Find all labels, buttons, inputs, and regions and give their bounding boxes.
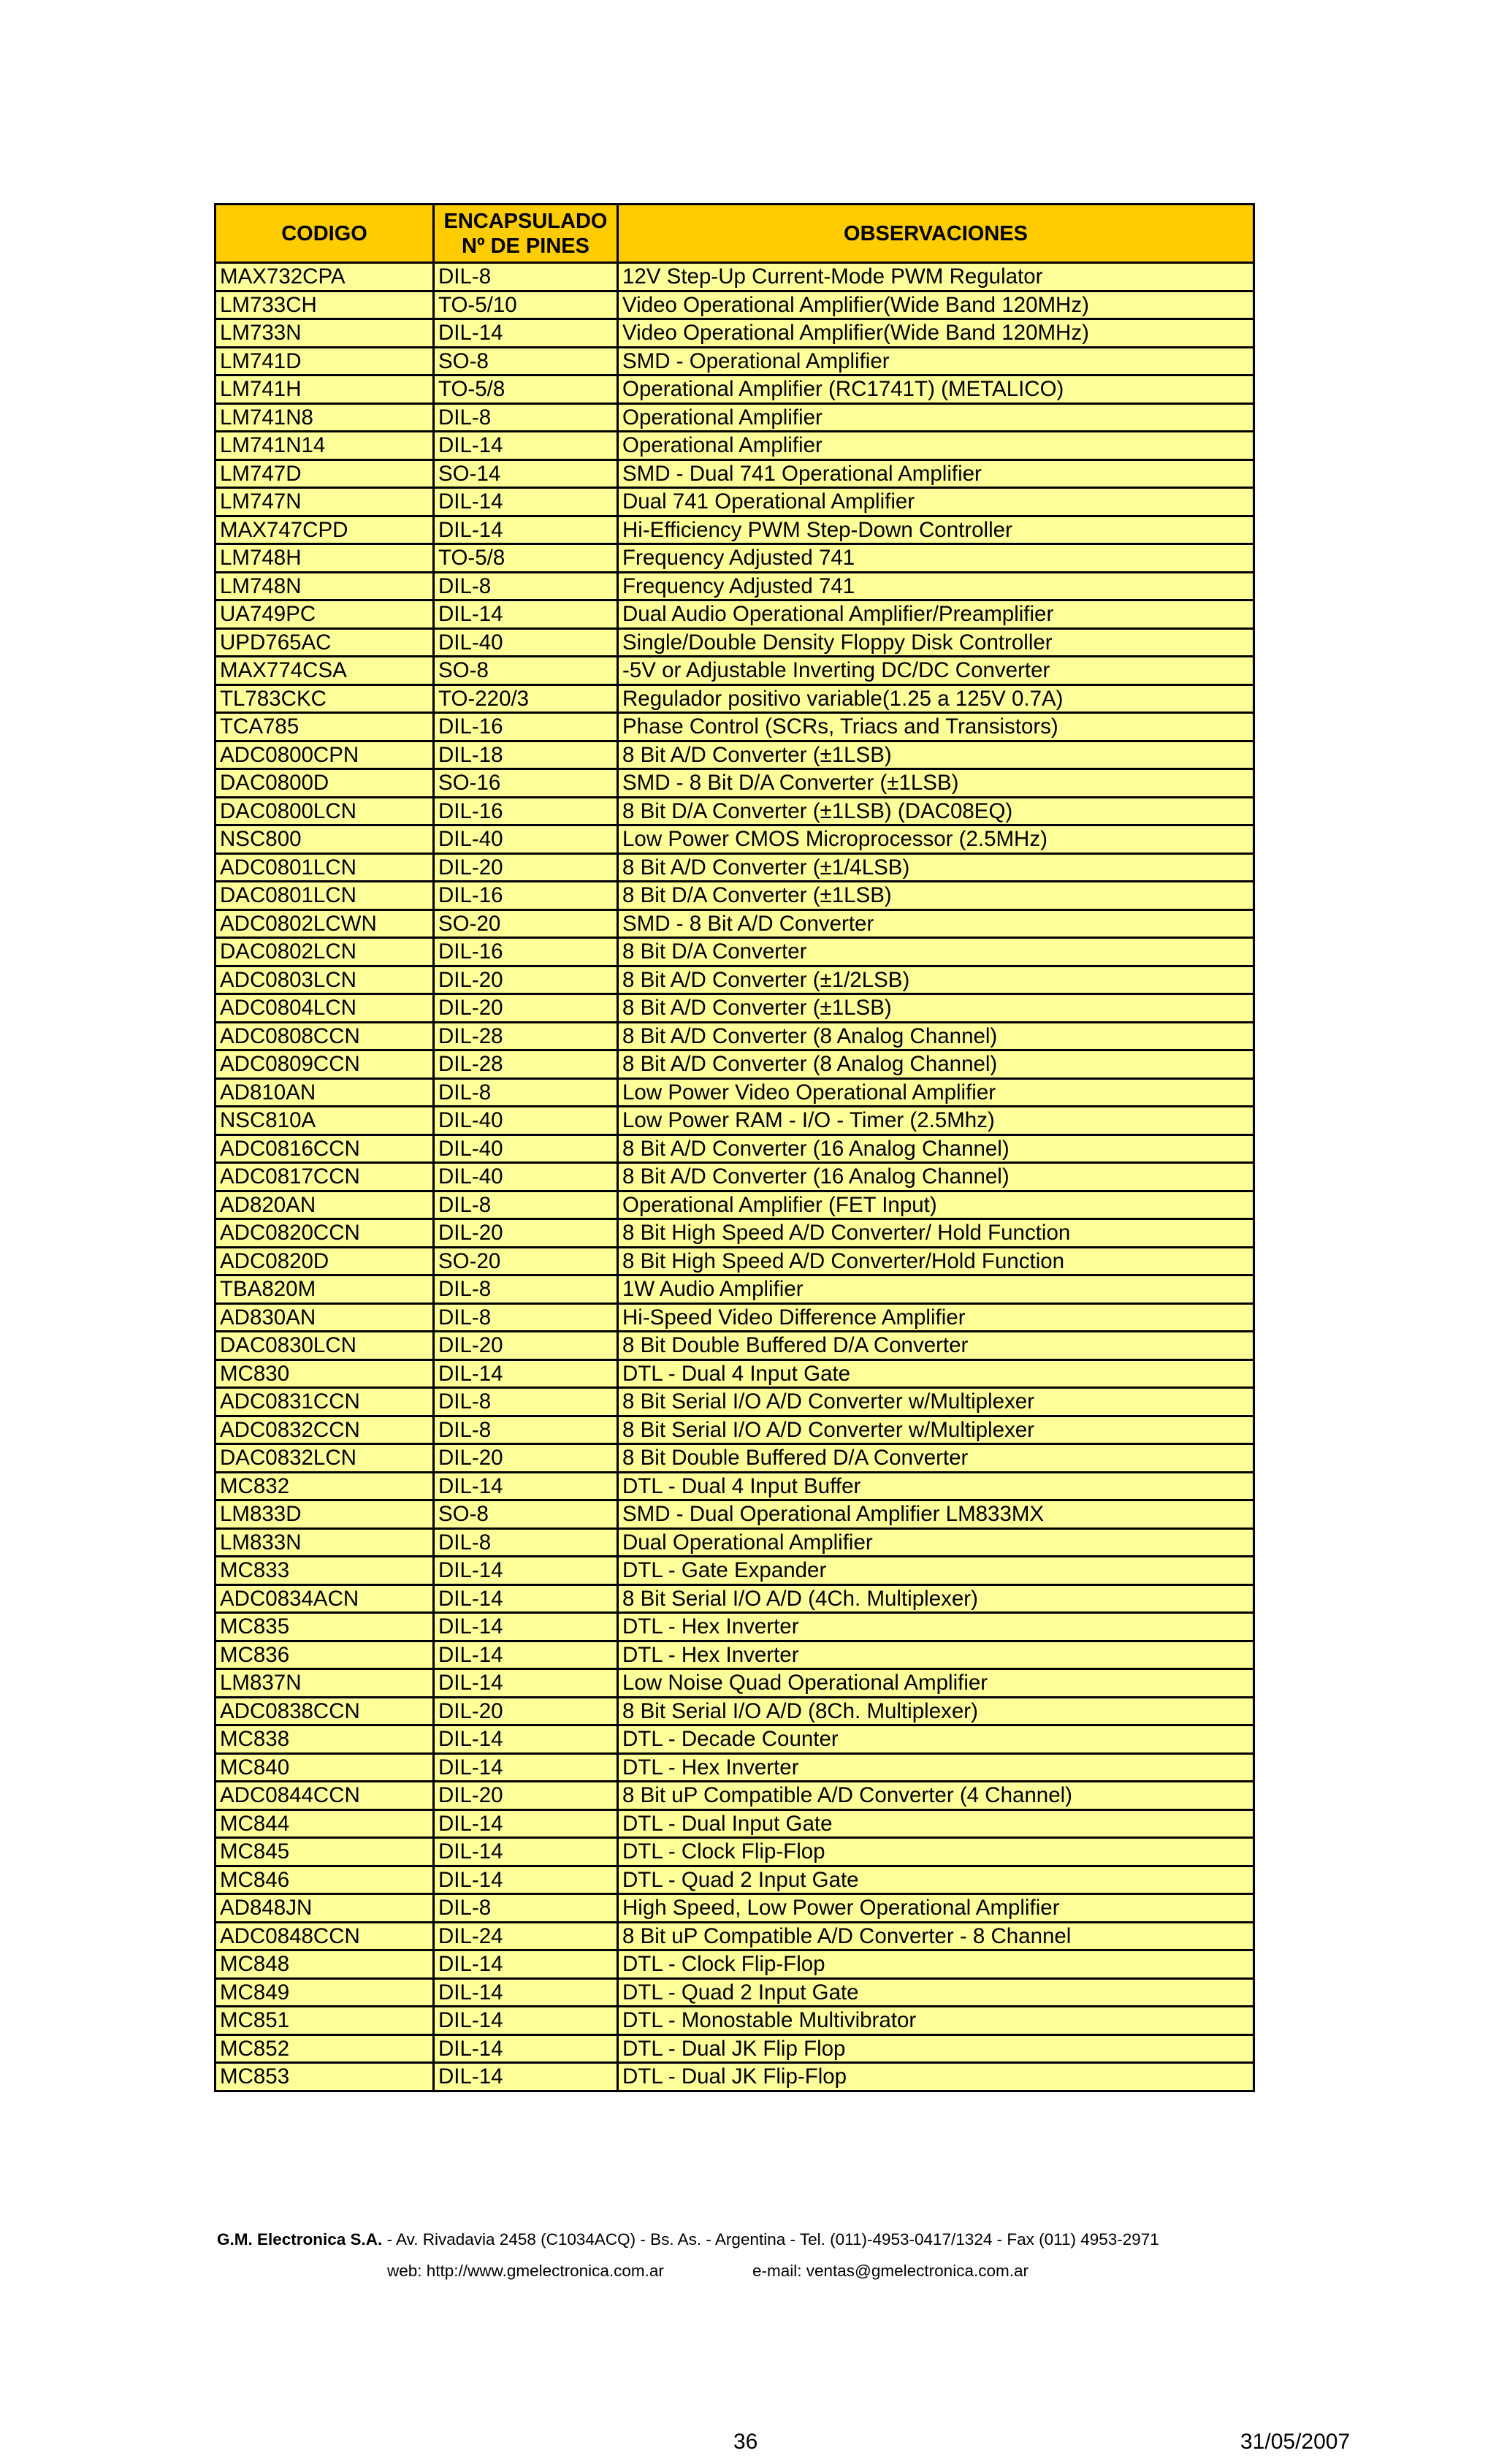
cell-code: LM748N [215, 572, 434, 600]
cell-package: DIL-14 [434, 1472, 618, 1500]
cell-package: DIL-40 [434, 1134, 618, 1163]
table-row [215, 741, 1254, 769]
cell-code: ADC0803LCN [215, 966, 434, 994]
cell-notes: 8 Bit Double Buffered D/A Converter [618, 1444, 1254, 1473]
cell-notes: Frequency Adjusted 741 [618, 544, 1254, 573]
cell-code: LM741N8 [215, 403, 434, 432]
footer-company-line [217, 2230, 1159, 2249]
cell-package: DIL-40 [434, 1107, 618, 1135]
cell-package: DIL-8 [434, 263, 618, 291]
table-row [215, 1557, 1254, 1585]
cell-code: AD810AN [215, 1078, 434, 1107]
cell-package: DIL-8 [434, 1303, 618, 1332]
cell-notes: Single/Double Density Floppy Disk Controller [618, 628, 1254, 657]
cell-code: LM747D [215, 459, 434, 488]
cell-notes: DTL - Dual 4 Input Gate [618, 1359, 1254, 1388]
cell-code: ADC0816CCN [215, 1134, 434, 1163]
cell-code: DAC0800LCN [215, 797, 434, 825]
cell-package: SO-8 [434, 657, 618, 685]
table-row [215, 1388, 1254, 1416]
cell-notes: Video Operational Amplifier(Wide Band 120MHz) [618, 319, 1254, 348]
cell-notes: Low Power Video Operational Amplifier [618, 1078, 1254, 1107]
cell-notes: DTL - Dual JK Flip-Flop [618, 2063, 1254, 2091]
cell-package: DIL-14 [434, 2063, 618, 2091]
cell-notes: DTL - Hex Inverter [618, 1641, 1254, 1669]
page-number: 36 [733, 2430, 758, 2454]
cell-code: MC846 [215, 1866, 434, 1894]
table-row [215, 1866, 1254, 1894]
cell-package: TO-220/3 [434, 684, 618, 713]
cell-notes: Operational Amplifier (RC1741T) (METALICO) [618, 375, 1254, 404]
cell-package: SO-14 [434, 459, 618, 488]
cell-package: DIL-14 [434, 516, 618, 544]
table-row [215, 432, 1254, 460]
cell-code: DAC0802LCN [215, 938, 434, 966]
table-row [215, 600, 1254, 629]
cell-package: DIL-14 [434, 2034, 618, 2063]
table-row [215, 1078, 1254, 1107]
cell-package: DIL-14 [434, 2007, 618, 2035]
table-row [215, 1641, 1254, 1669]
table-row [215, 1247, 1254, 1275]
header-code: CODIGO [215, 205, 434, 263]
cell-code: TBA820M [215, 1275, 434, 1304]
cell-package: DIL-20 [434, 1332, 618, 1360]
cell-package: DIL-14 [434, 1809, 618, 1838]
cell-package: TO-5/10 [434, 291, 618, 319]
cell-notes: 8 Bit A/D Converter (±1/2LSB) [618, 966, 1254, 994]
table-row [215, 291, 1254, 319]
table-row [215, 403, 1254, 432]
table-row [215, 1134, 1254, 1163]
cell-notes: SMD - Dual Operational Amplifier LM833MX [618, 1500, 1254, 1529]
table-row [215, 1275, 1254, 1304]
cell-notes: DTL - Dual JK Flip Flop [618, 2034, 1254, 2063]
cell-code: AD830AN [215, 1303, 434, 1332]
cell-code: ADC0817CCN [215, 1163, 434, 1191]
cell-code: LM833N [215, 1528, 434, 1557]
table-row [215, 1584, 1254, 1613]
table-row [215, 544, 1254, 573]
cell-notes: 8 Bit D/A Converter [618, 938, 1254, 966]
table-row [215, 1725, 1254, 1754]
cell-code: MC836 [215, 1641, 434, 1669]
table-row [215, 1669, 1254, 1698]
table-row [215, 347, 1254, 375]
cell-code: ADC0808CCN [215, 1022, 434, 1050]
cell-package: DIL-24 [434, 1922, 618, 1950]
table-body [215, 263, 1254, 2091]
cell-notes: DTL - Hex Inverter [618, 1753, 1254, 1782]
cell-notes: SMD - Dual 741 Operational Amplifier [618, 459, 1254, 488]
cell-notes: 8 Bit A/D Converter (16 Analog Channel) [618, 1163, 1254, 1191]
table-row [215, 1950, 1254, 1979]
table-row [215, 769, 1254, 798]
cell-notes: DTL - Gate Expander [618, 1557, 1254, 1585]
cell-package: DIL-20 [434, 1697, 618, 1725]
cell-package: DIL-8 [434, 1191, 618, 1219]
cell-package: DIL-20 [434, 853, 618, 882]
footer-email: e-mail: ventas@gmelectronica.com.ar [752, 2262, 1028, 2280]
cell-code: DAC0800D [215, 769, 434, 798]
cell-package: DIL-14 [434, 319, 618, 348]
cell-code: ADC0834ACN [215, 1584, 434, 1613]
cell-notes: Operational Amplifier (FET Input) [618, 1191, 1254, 1219]
cell-code: ADC0832CCN [215, 1416, 434, 1444]
table-row [215, 1528, 1254, 1557]
table-row [215, 2063, 1254, 2091]
cell-package: DIL-14 [434, 1725, 618, 1754]
footer-web: web: http://www.gmelectronica.com.ar [387, 2262, 664, 2280]
cell-package: DIL-16 [434, 713, 618, 741]
cell-notes: SMD - 8 Bit D/A Converter (±1LSB) [618, 769, 1254, 798]
table-row [215, 1416, 1254, 1444]
cell-code: LM741D [215, 347, 434, 375]
cell-code: MC838 [215, 1725, 434, 1754]
cell-notes: Dual 741 Operational Amplifier [618, 488, 1254, 516]
cell-notes: Low Noise Quad Operational Amplifier [618, 1669, 1254, 1698]
cell-notes: Video Operational Amplifier(Wide Band 120MHz) [618, 291, 1254, 319]
cell-code: MAX732CPA [215, 263, 434, 291]
table-row [215, 1922, 1254, 1950]
header-package [434, 205, 618, 263]
table-row [215, 516, 1254, 544]
cell-notes: 8 Bit A/D Converter (±1/4LSB) [618, 853, 1254, 882]
cell-code: LM837N [215, 1669, 434, 1698]
table-row [215, 909, 1254, 938]
cell-code: MC833 [215, 1557, 434, 1585]
cell-notes: 8 Bit Serial I/O A/D Converter w/Multiplexer [618, 1416, 1254, 1444]
cell-code: LM733CH [215, 291, 434, 319]
table-row [215, 1107, 1254, 1135]
cell-code: MAX774CSA [215, 657, 434, 685]
cell-notes: Regulador positivo variable(1.25 a 125V 0.7A) [618, 684, 1254, 713]
cell-package: DIL-40 [434, 1163, 618, 1191]
cell-notes: DTL - Dual 4 Input Buffer [618, 1472, 1254, 1500]
table-row [215, 882, 1254, 910]
cell-notes: DTL - Clock Flip-Flop [618, 1950, 1254, 1979]
table-row [215, 1697, 1254, 1725]
cell-notes: 12V Step-Up Current-Mode PWM Regulator [618, 263, 1254, 291]
cell-notes: Operational Amplifier [618, 403, 1254, 432]
cell-code: ADC0820D [215, 1247, 434, 1275]
table-row [215, 1613, 1254, 1641]
cell-code: ADC0838CCN [215, 1697, 434, 1725]
cell-notes: 8 Bit Serial I/O A/D (8Ch. Multiplexer) [618, 1697, 1254, 1725]
table-row [215, 994, 1254, 1023]
cell-package: DIL-14 [434, 1584, 618, 1613]
header-package-line2: Nº DE PINES [462, 234, 589, 258]
cell-package: DIL-16 [434, 882, 618, 910]
parts-table [214, 203, 1255, 2092]
cell-package: DIL-14 [434, 1641, 618, 1669]
table-row [215, 1191, 1254, 1219]
cell-notes: 8 Bit A/D Converter (16 Analog Channel) [618, 1134, 1254, 1163]
table-row [215, 938, 1254, 966]
cell-code: MC840 [215, 1753, 434, 1782]
cell-code: MC844 [215, 1809, 434, 1838]
cell-notes: Hi-Speed Video Difference Amplifier [618, 1303, 1254, 1332]
cell-code: ADC0802LCWN [215, 909, 434, 938]
cell-code: MAX747CPD [215, 516, 434, 544]
cell-package: SO-16 [434, 769, 618, 798]
table-row [215, 657, 1254, 685]
cell-package: DIL-28 [434, 1050, 618, 1079]
cell-code: ADC0800CPN [215, 741, 434, 769]
table-row [215, 1219, 1254, 1248]
cell-code: UA749PC [215, 600, 434, 629]
cell-package: DIL-8 [434, 403, 618, 432]
table-row [215, 1163, 1254, 1191]
cell-code: MC853 [215, 2063, 434, 2091]
table-row [215, 2034, 1254, 2063]
cell-package: DIL-20 [434, 1219, 618, 1248]
cell-notes: Operational Amplifier [618, 432, 1254, 460]
header-package-line1: ENCAPSULADO [443, 209, 608, 233]
cell-notes: DTL - Quad 2 Input Gate [618, 1978, 1254, 2007]
cell-notes: Low Power RAM - I/O - Timer (2.5Mhz) [618, 1107, 1254, 1135]
cell-notes: 8 Bit High Speed A/D Converter/Hold Function [618, 1247, 1254, 1275]
cell-code: NSC810A [215, 1107, 434, 1135]
cell-notes: Frequency Adjusted 741 [618, 572, 1254, 600]
cell-package: DIL-14 [434, 488, 618, 516]
cell-package: SO-8 [434, 1500, 618, 1529]
cell-code: ADC0801LCN [215, 853, 434, 882]
cell-code: ADC0844CCN [215, 1782, 434, 1810]
table-row [215, 1303, 1254, 1332]
cell-package: DIL-8 [434, 572, 618, 600]
cell-notes: 8 Bit A/D Converter (8 Analog Channel) [618, 1022, 1254, 1050]
cell-notes: DTL - Dual Input Gate [618, 1809, 1254, 1838]
cell-package: SO-8 [434, 347, 618, 375]
table-row [215, 319, 1254, 348]
page-date: 31/05/2007 [1240, 2430, 1351, 2454]
cell-package: DIL-14 [434, 600, 618, 629]
cell-package: DIL-8 [434, 1416, 618, 1444]
cell-notes: 8 Bit D/A Converter (±1LSB) (DAC08EQ) [618, 797, 1254, 825]
cell-notes: SMD - Operational Amplifier [618, 347, 1254, 375]
table-row [215, 1809, 1254, 1838]
cell-notes: DTL - Clock Flip-Flop [618, 1838, 1254, 1866]
header-notes: OBSERVACIONES [618, 205, 1254, 263]
cell-code: LM833D [215, 1500, 434, 1529]
cell-code: LM747N [215, 488, 434, 516]
table-row [215, 1894, 1254, 1923]
cell-code: MC851 [215, 2007, 434, 2035]
table-row [215, 2007, 1254, 2035]
cell-notes: -5V or Adjustable Inverting DC/DC Converter [618, 657, 1254, 685]
cell-notes: 8 Bit A/D Converter (±1LSB) [618, 994, 1254, 1023]
cell-code: AD820AN [215, 1191, 434, 1219]
cell-package: TO-5/8 [434, 544, 618, 573]
table-row [215, 1838, 1254, 1866]
cell-package: DIL-20 [434, 1444, 618, 1473]
table-row [215, 1022, 1254, 1050]
cell-package: DIL-20 [434, 994, 618, 1023]
cell-package: DIL-14 [434, 432, 618, 460]
cell-code: ADC0809CCN [215, 1050, 434, 1079]
cell-package: DIL-14 [434, 1753, 618, 1782]
cell-notes: DTL - Monostable Multivibrator [618, 2007, 1254, 2035]
cell-package: DIL-28 [434, 1022, 618, 1050]
cell-notes: Phase Control (SCRs, Triacs and Transistors) [618, 713, 1254, 741]
cell-package: DIL-14 [434, 1866, 618, 1894]
table-row [215, 853, 1254, 882]
cell-package: DIL-20 [434, 966, 618, 994]
footer-address: - Av. Rivadavia 2458 (C1034ACQ) - Bs. As. - Argentina - Tel. (011)-4953-0417/1324 - Fax (011) 4953-2971 [382, 2230, 1159, 2249]
cell-code: DAC0801LCN [215, 882, 434, 910]
cell-notes: DTL - Quad 2 Input Gate [618, 1866, 1254, 1894]
cell-package: DIL-14 [434, 1557, 618, 1585]
cell-notes: 8 Bit Serial I/O A/D (4Ch. Multiplexer) [618, 1584, 1254, 1613]
cell-code: MC832 [215, 1472, 434, 1500]
cell-notes: 8 Bit Double Buffered D/A Converter [618, 1332, 1254, 1360]
cell-code: LM741N14 [215, 432, 434, 460]
cell-notes: 8 Bit A/D Converter (±1LSB) [618, 741, 1254, 769]
table-row [215, 1332, 1254, 1360]
cell-code: MC849 [215, 1978, 434, 2007]
table-row [215, 1472, 1254, 1500]
table-row [215, 684, 1254, 713]
cell-package: DIL-14 [434, 1669, 618, 1698]
cell-package: DIL-40 [434, 825, 618, 854]
cell-package: TO-5/8 [434, 375, 618, 404]
table-row [215, 713, 1254, 741]
table-row [215, 1050, 1254, 1079]
cell-notes: 8 Bit High Speed A/D Converter/ Hold Function [618, 1219, 1254, 1248]
cell-code: ADC0804LCN [215, 994, 434, 1023]
cell-package: DIL-14 [434, 1613, 618, 1641]
cell-code: LM741H [215, 375, 434, 404]
cell-code: UPD765AC [215, 628, 434, 657]
cell-package: DIL-14 [434, 1950, 618, 1979]
table-row [215, 263, 1254, 291]
cell-code: ADC0848CCN [215, 1922, 434, 1950]
cell-code: ADC0831CCN [215, 1388, 434, 1416]
cell-code: MC848 [215, 1950, 434, 1979]
table-row [215, 1444, 1254, 1473]
cell-notes: DTL - Hex Inverter [618, 1613, 1254, 1641]
cell-notes: Low Power CMOS Microprocessor (2.5MHz) [618, 825, 1254, 854]
cell-code: DAC0830LCN [215, 1332, 434, 1360]
cell-notes: Dual Audio Operational Amplifier/Preamplifier [618, 600, 1254, 629]
table-row [215, 797, 1254, 825]
cell-package: DIL-8 [434, 1388, 618, 1416]
cell-package: SO-20 [434, 909, 618, 938]
table-row [215, 459, 1254, 488]
cell-code: LM748H [215, 544, 434, 573]
table-row [215, 488, 1254, 516]
table-row [215, 1782, 1254, 1810]
cell-code: ADC0820CCN [215, 1219, 434, 1248]
cell-code: DAC0832LCN [215, 1444, 434, 1473]
cell-package: DIL-16 [434, 797, 618, 825]
cell-package: DIL-14 [434, 1359, 618, 1388]
cell-package: DIL-8 [434, 1078, 618, 1107]
cell-package: DIL-8 [434, 1275, 618, 1304]
table-row [215, 1753, 1254, 1782]
table-row [215, 825, 1254, 854]
cell-code: MC835 [215, 1613, 434, 1641]
cell-code: NSC800 [215, 825, 434, 854]
cell-notes: Hi-Efficiency PWM Step-Down Controller [618, 516, 1254, 544]
cell-code: TCA785 [215, 713, 434, 741]
cell-code: LM733N [215, 319, 434, 348]
cell-notes: SMD - 8 Bit A/D Converter [618, 909, 1254, 938]
cell-package: DIL-8 [434, 1528, 618, 1557]
table-row [215, 1500, 1254, 1529]
cell-package: DIL-18 [434, 741, 618, 769]
cell-notes: High Speed, Low Power Operational Amplifier [618, 1894, 1254, 1923]
table-row [215, 1359, 1254, 1388]
cell-code: TL783CKC [215, 684, 434, 713]
cell-notes: 8 Bit uP Compatible A/D Converter - 8 Channel [618, 1922, 1254, 1950]
cell-notes: 8 Bit Serial I/O A/D Converter w/Multiplexer [618, 1388, 1254, 1416]
cell-package: DIL-14 [434, 1838, 618, 1866]
cell-notes: Dual Operational Amplifier [618, 1528, 1254, 1557]
table-row [215, 375, 1254, 404]
cell-notes: 8 Bit uP Compatible A/D Converter (4 Channel) [618, 1782, 1254, 1810]
cell-package: DIL-40 [434, 628, 618, 657]
table-header-row [215, 205, 1254, 263]
table-row [215, 572, 1254, 600]
cell-notes: DTL - Decade Counter [618, 1725, 1254, 1754]
cell-code: MC845 [215, 1838, 434, 1866]
cell-notes: 8 Bit A/D Converter (8 Analog Channel) [618, 1050, 1254, 1079]
cell-package: SO-20 [434, 1247, 618, 1275]
cell-notes: 1W Audio Amplifier [618, 1275, 1254, 1304]
cell-package: DIL-20 [434, 1782, 618, 1810]
cell-notes: 8 Bit D/A Converter (±1LSB) [618, 882, 1254, 910]
table-row [215, 628, 1254, 657]
cell-code: MC830 [215, 1359, 434, 1388]
footer-company: G.M. Electronica S.A. [217, 2230, 383, 2249]
cell-package: DIL-16 [434, 938, 618, 966]
cell-package: DIL-8 [434, 1894, 618, 1923]
table-row [215, 966, 1254, 994]
table-row [215, 1978, 1254, 2007]
cell-code: AD848JN [215, 1894, 434, 1923]
cell-package: DIL-14 [434, 1978, 618, 2007]
cell-code: MC852 [215, 2034, 434, 2063]
